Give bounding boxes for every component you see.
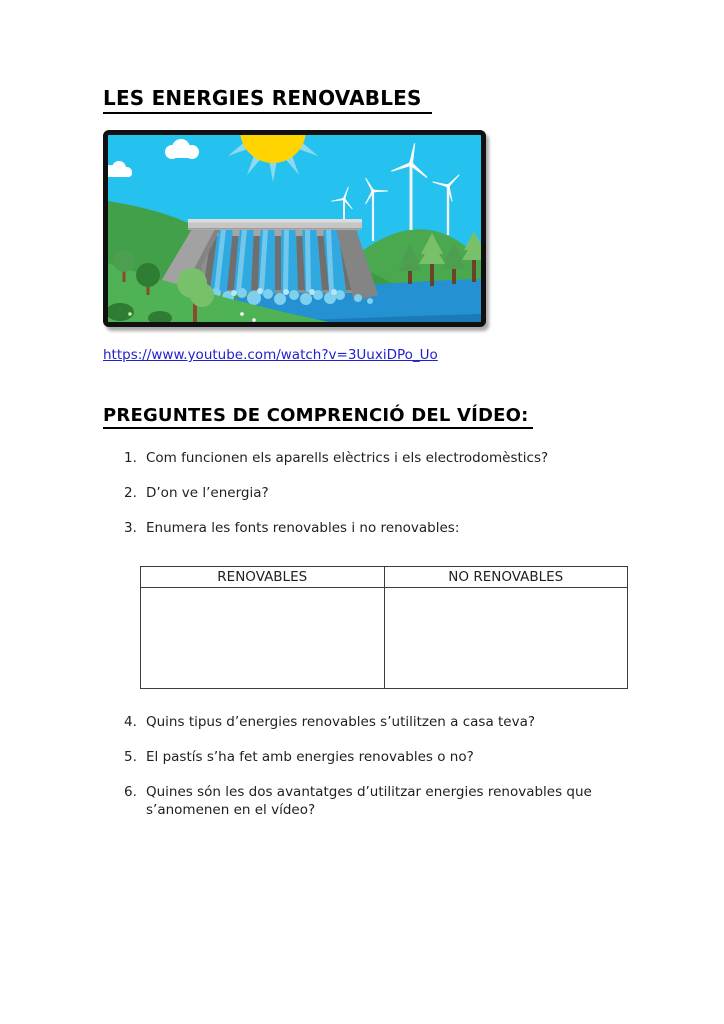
flower-dot — [252, 318, 256, 322]
question-number: 6. — [124, 784, 137, 801]
page-title: LES ENERGIES RENOVABLES — [103, 86, 432, 114]
renewables-table — [140, 566, 628, 689]
question-item — [103, 449, 724, 467]
question-list-top — [103, 449, 724, 538]
question-text: El pastís s’ha fet amb energies renovables o no? — [146, 748, 474, 765]
question-text: Enumera les fonts renovables i no renovables: — [146, 520, 460, 537]
video-link-row — [103, 344, 724, 363]
question-item — [103, 783, 724, 819]
question-number: 1. — [124, 450, 137, 466]
question-text: Com funcionen els aparells elèctrics i els electrodomèstics? — [146, 450, 549, 466]
question-text: Quines són les dos avantatges d’utilitzar energies renovables que s’anomenen en el vídeo? — [146, 784, 592, 819]
renovables-answer-cell — [141, 587, 385, 688]
table-header-renovables: RENOVABLES — [141, 566, 385, 587]
question-item — [103, 519, 724, 537]
table-header-no-renovables: NO RENOVABLES — [384, 566, 628, 587]
section-heading: PREGUNTES DE COMPRENCIÓ DEL VÍDEO: — [103, 405, 533, 429]
table-header-row — [141, 566, 628, 587]
question-item — [103, 484, 724, 502]
no-renovables-answer-cell — [384, 587, 628, 688]
question-item — [103, 713, 724, 731]
table-row — [141, 587, 628, 688]
flower-dot — [240, 312, 244, 316]
question-item — [103, 748, 724, 766]
question-number: 3. — [124, 520, 137, 537]
dam-illustration-svg — [108, 135, 481, 322]
question-text: Quins tipus d’energies renovables s’utilitzen a casa teva? — [146, 713, 536, 730]
question-number: 4. — [124, 713, 137, 730]
youtube-link[interactable]: https://www.youtube.com/watch?v=3UuxiDPo_Uo — [103, 347, 438, 363]
question-text: D’on ve l’energia? — [146, 485, 269, 502]
question-number: 5. — [124, 748, 137, 765]
flower-dot — [128, 312, 132, 316]
question-number: 2. — [124, 485, 137, 502]
question-list-bottom — [103, 713, 724, 820]
dam-illustration — [103, 130, 486, 327]
